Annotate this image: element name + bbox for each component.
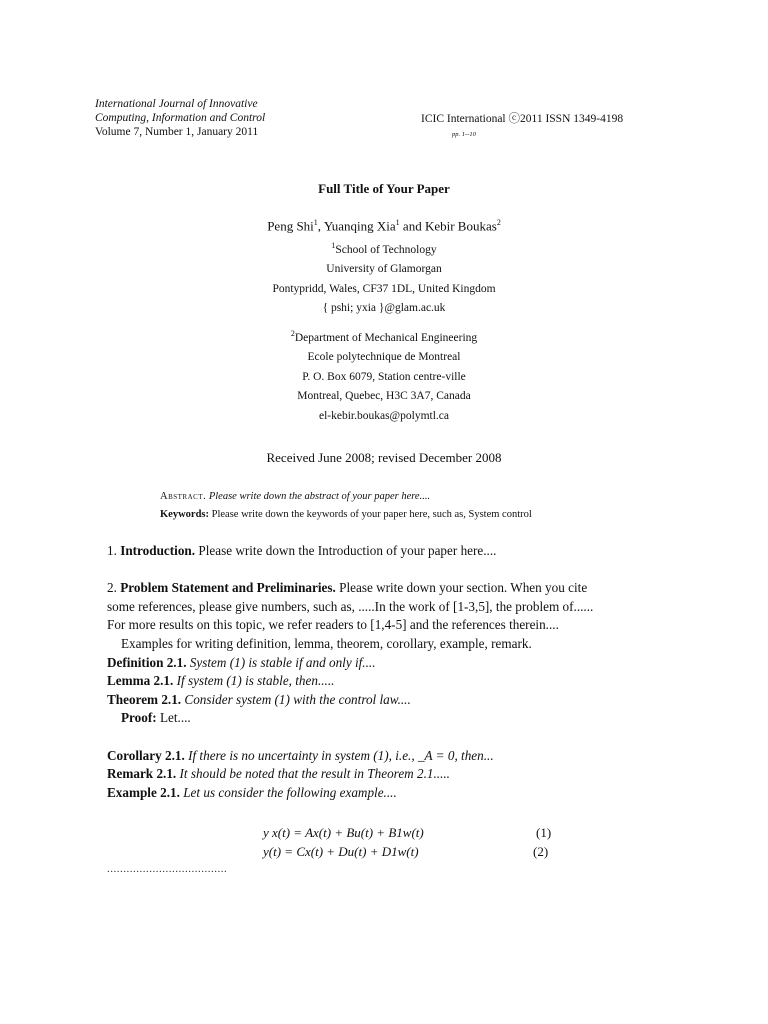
- journal-name-line2: Computing, Information and Control: [95, 112, 266, 124]
- author-name: Peng Shi: [267, 218, 314, 234]
- journal-volume: Volume 7, Number 1, January 2011: [95, 126, 259, 138]
- page-range: pp. 1--10: [452, 131, 476, 138]
- paragraph-text: some references, please give numbers, such as, .....In the work of [1-3,5], the problem of......: [107, 598, 594, 614]
- author-affil-sup: 1: [313, 218, 318, 227]
- abstract: [160, 491, 430, 502]
- section-number: 1.: [107, 543, 121, 558]
- corollary-text: If there is no uncertainty in system (1), i.e., _A = 0, then...: [184, 747, 494, 763]
- affiliation-sup: 1: [331, 241, 336, 250]
- continuation-dots: .....................................: [107, 863, 228, 875]
- affiliation-email: { pshi; yxia }@glam.ac.uk: [322, 302, 446, 315]
- author-list: [0, 218, 768, 234]
- lemma-text: If system (1) is stable, then.....: [173, 673, 335, 689]
- keywords-label: Keywords:: [160, 509, 209, 520]
- example-label: Example 2.1.: [107, 784, 180, 800]
- section-heading: Problem Statement and Preliminaries.: [120, 580, 336, 596]
- affiliation-line: Department of Mechanical Engineering: [294, 331, 478, 344]
- paragraph-text: Examples for writing definition, lemma, theorem, corollary, example, remark.: [121, 635, 532, 651]
- theorem-text: Consider system (1) with the control law....: [181, 691, 411, 707]
- remark-label: Remark 2.1.: [107, 766, 177, 782]
- proof-text: Let....: [156, 710, 191, 726]
- affiliation-sup: 2: [290, 329, 295, 338]
- paper-body: [107, 542, 667, 802]
- proof: [107, 709, 667, 728]
- theorem-label: Theorem 2.1.: [107, 691, 182, 707]
- affiliation-1: [0, 236, 768, 319]
- lemma: [107, 672, 667, 691]
- equation-1: y x(t) = Ax(t) + Bu(t) + B1w(t): [263, 825, 424, 840]
- corollary: [107, 747, 667, 766]
- section-heading: Introduction.: [120, 543, 196, 558]
- remark: [107, 765, 667, 784]
- remark-text: It should be noted that the result in Theorem 2.1.....: [176, 766, 450, 782]
- paragraph-text: Please write down your section. When you cite: [335, 580, 588, 596]
- equation-2: y(t) = Cx(t) + Du(t) + D1w(t): [263, 844, 419, 859]
- theorem: [107, 691, 667, 710]
- affiliation-line: School of Technology: [335, 243, 437, 256]
- affiliation-line: University of Glamorgan: [326, 263, 442, 276]
- publisher-issn: ICIC International ⓒ2011 ISSN 1349-4198: [421, 113, 624, 125]
- journal-name-line1: International Journal of Innovative: [95, 98, 258, 110]
- abstract-text: Please write down the abstract of your paper here....: [206, 491, 431, 502]
- keywords-text: Please write down the keywords of your paper here, such as, System control: [209, 509, 532, 520]
- definition-text: System (1) is stable if and only if....: [186, 654, 376, 670]
- paper-title: Full Title of Your Paper: [318, 181, 450, 196]
- affiliation-line: Ecole polytechnique de Montreal: [307, 351, 461, 364]
- corollary-label: Corollary 2.1.: [107, 747, 185, 763]
- paragraph-text: Please write down the Introduction of your paper here....: [195, 543, 497, 558]
- author-separator: ,: [317, 218, 324, 234]
- author-affil-sup: 2: [496, 218, 501, 227]
- section-number: 2.: [107, 580, 121, 596]
- example-text: Let us consider the following example....: [179, 784, 397, 800]
- affiliation-line: Pontypridd, Wales, CF37 1DL, United Kingdom: [272, 282, 496, 295]
- author-affil-sup: 1: [395, 218, 400, 227]
- affiliation-2: [0, 324, 768, 426]
- example: [107, 784, 667, 803]
- keywords: [160, 509, 532, 520]
- equation-1-number: (1): [536, 825, 552, 840]
- section-introduction: [107, 542, 667, 561]
- abstract-label: Abstract.: [160, 491, 207, 502]
- definition-label: Definition 2.1.: [107, 654, 187, 670]
- affiliation-line: P. O. Box 6079, Station centre-ville: [302, 370, 466, 383]
- author-name: Kebir Boukas: [424, 218, 497, 234]
- lemma-label: Lemma 2.1.: [107, 673, 174, 689]
- journal-header: [95, 97, 265, 139]
- affiliation-email: el-kebir.boukas@polymtl.ca: [318, 409, 450, 422]
- proof-label: Proof:: [121, 710, 157, 726]
- paragraph-text: For more results on this topic, we refer readers to [1,4-5] and the references therein....: [107, 617, 559, 633]
- equation-2-number: (2): [533, 844, 549, 859]
- author-name: Yuanqing Xia: [323, 218, 396, 234]
- definition: [107, 654, 667, 673]
- received-dates: Received June 2008; revised December 2008: [266, 450, 502, 465]
- author-separator: and: [399, 218, 425, 234]
- affiliation-line: Montreal, Quebec, H3C 3A7, Canada: [297, 390, 471, 403]
- section-problem-statement: [107, 579, 667, 598]
